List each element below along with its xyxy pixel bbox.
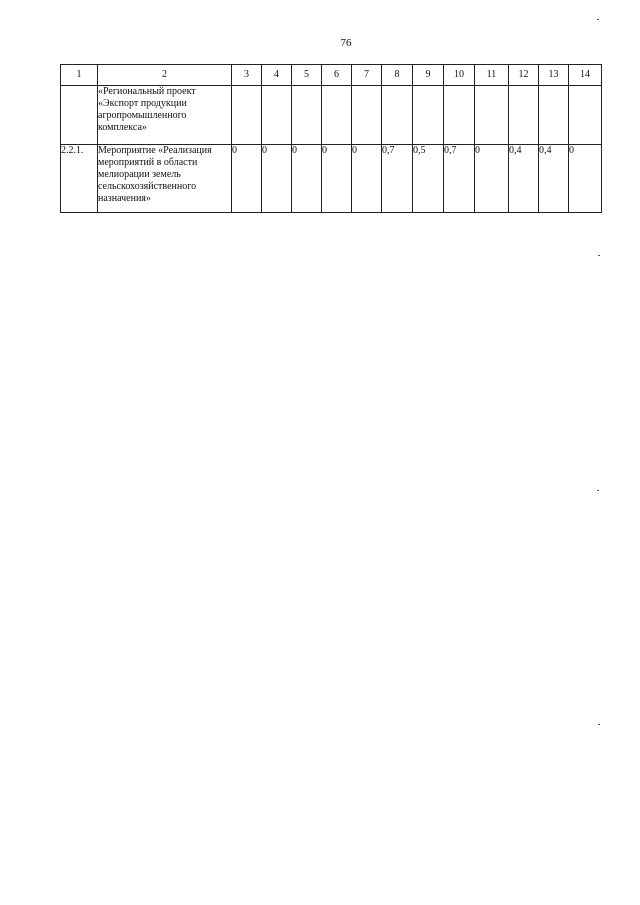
scan-speck bbox=[597, 490, 599, 491]
value-cell bbox=[292, 86, 322, 145]
column-header: 14 bbox=[569, 65, 602, 86]
header-row bbox=[61, 65, 602, 86]
column-header: 12 bbox=[509, 65, 539, 86]
row-name-cell: «Региональный проект «Экспорт продукции агропромышленного комплекса» bbox=[98, 86, 232, 145]
column-header: 9 bbox=[413, 65, 444, 86]
table-row bbox=[61, 86, 602, 145]
value-cell: 0,7 bbox=[382, 145, 413, 213]
data-table bbox=[60, 64, 602, 213]
column-header: 4 bbox=[262, 65, 292, 86]
value-cell: 0,7 bbox=[444, 145, 475, 213]
value-cell bbox=[509, 86, 539, 145]
row-name-cell: Мероприятие «Реализация мероприятий в области мелиорации земель сельскохозяйственного назначения» bbox=[98, 145, 232, 213]
value-cell: 0,5 bbox=[413, 145, 444, 213]
column-header: 6 bbox=[322, 65, 352, 86]
value-cell: 0 bbox=[352, 145, 382, 213]
column-header: 10 bbox=[444, 65, 475, 86]
value-cell bbox=[382, 86, 413, 145]
row-code-cell: 2.2.1. bbox=[61, 145, 98, 213]
value-cell bbox=[352, 86, 382, 145]
value-cell: 0 bbox=[262, 145, 292, 213]
column-header: 11 bbox=[475, 65, 509, 86]
column-header: 3 bbox=[232, 65, 262, 86]
page-number: 76 bbox=[340, 37, 352, 49]
value-cell bbox=[322, 86, 352, 145]
value-cell bbox=[539, 86, 569, 145]
value-cell: 0 bbox=[232, 145, 262, 213]
column-header: 13 bbox=[539, 65, 569, 86]
scan-speck bbox=[598, 255, 600, 256]
column-header: 2 bbox=[98, 65, 232, 86]
value-cell: 0 bbox=[322, 145, 352, 213]
value-cell bbox=[569, 86, 602, 145]
value-cell bbox=[232, 86, 262, 145]
column-header: 7 bbox=[352, 65, 382, 86]
value-cell: 0 bbox=[475, 145, 509, 213]
value-cell: 0,4 bbox=[539, 145, 569, 213]
row-code-cell bbox=[61, 86, 98, 145]
value-cell: 0,4 bbox=[509, 145, 539, 213]
table-row bbox=[61, 145, 602, 213]
value-cell: 0 bbox=[292, 145, 322, 213]
column-header: 1 bbox=[61, 65, 98, 86]
column-header: 5 bbox=[292, 65, 322, 86]
scan-speck bbox=[597, 19, 599, 20]
value-cell: 0 bbox=[569, 145, 602, 213]
value-cell bbox=[444, 86, 475, 145]
value-cell bbox=[413, 86, 444, 145]
value-cell bbox=[262, 86, 292, 145]
value-cell bbox=[475, 86, 509, 145]
column-header: 8 bbox=[382, 65, 413, 86]
scan-speck bbox=[598, 724, 600, 725]
